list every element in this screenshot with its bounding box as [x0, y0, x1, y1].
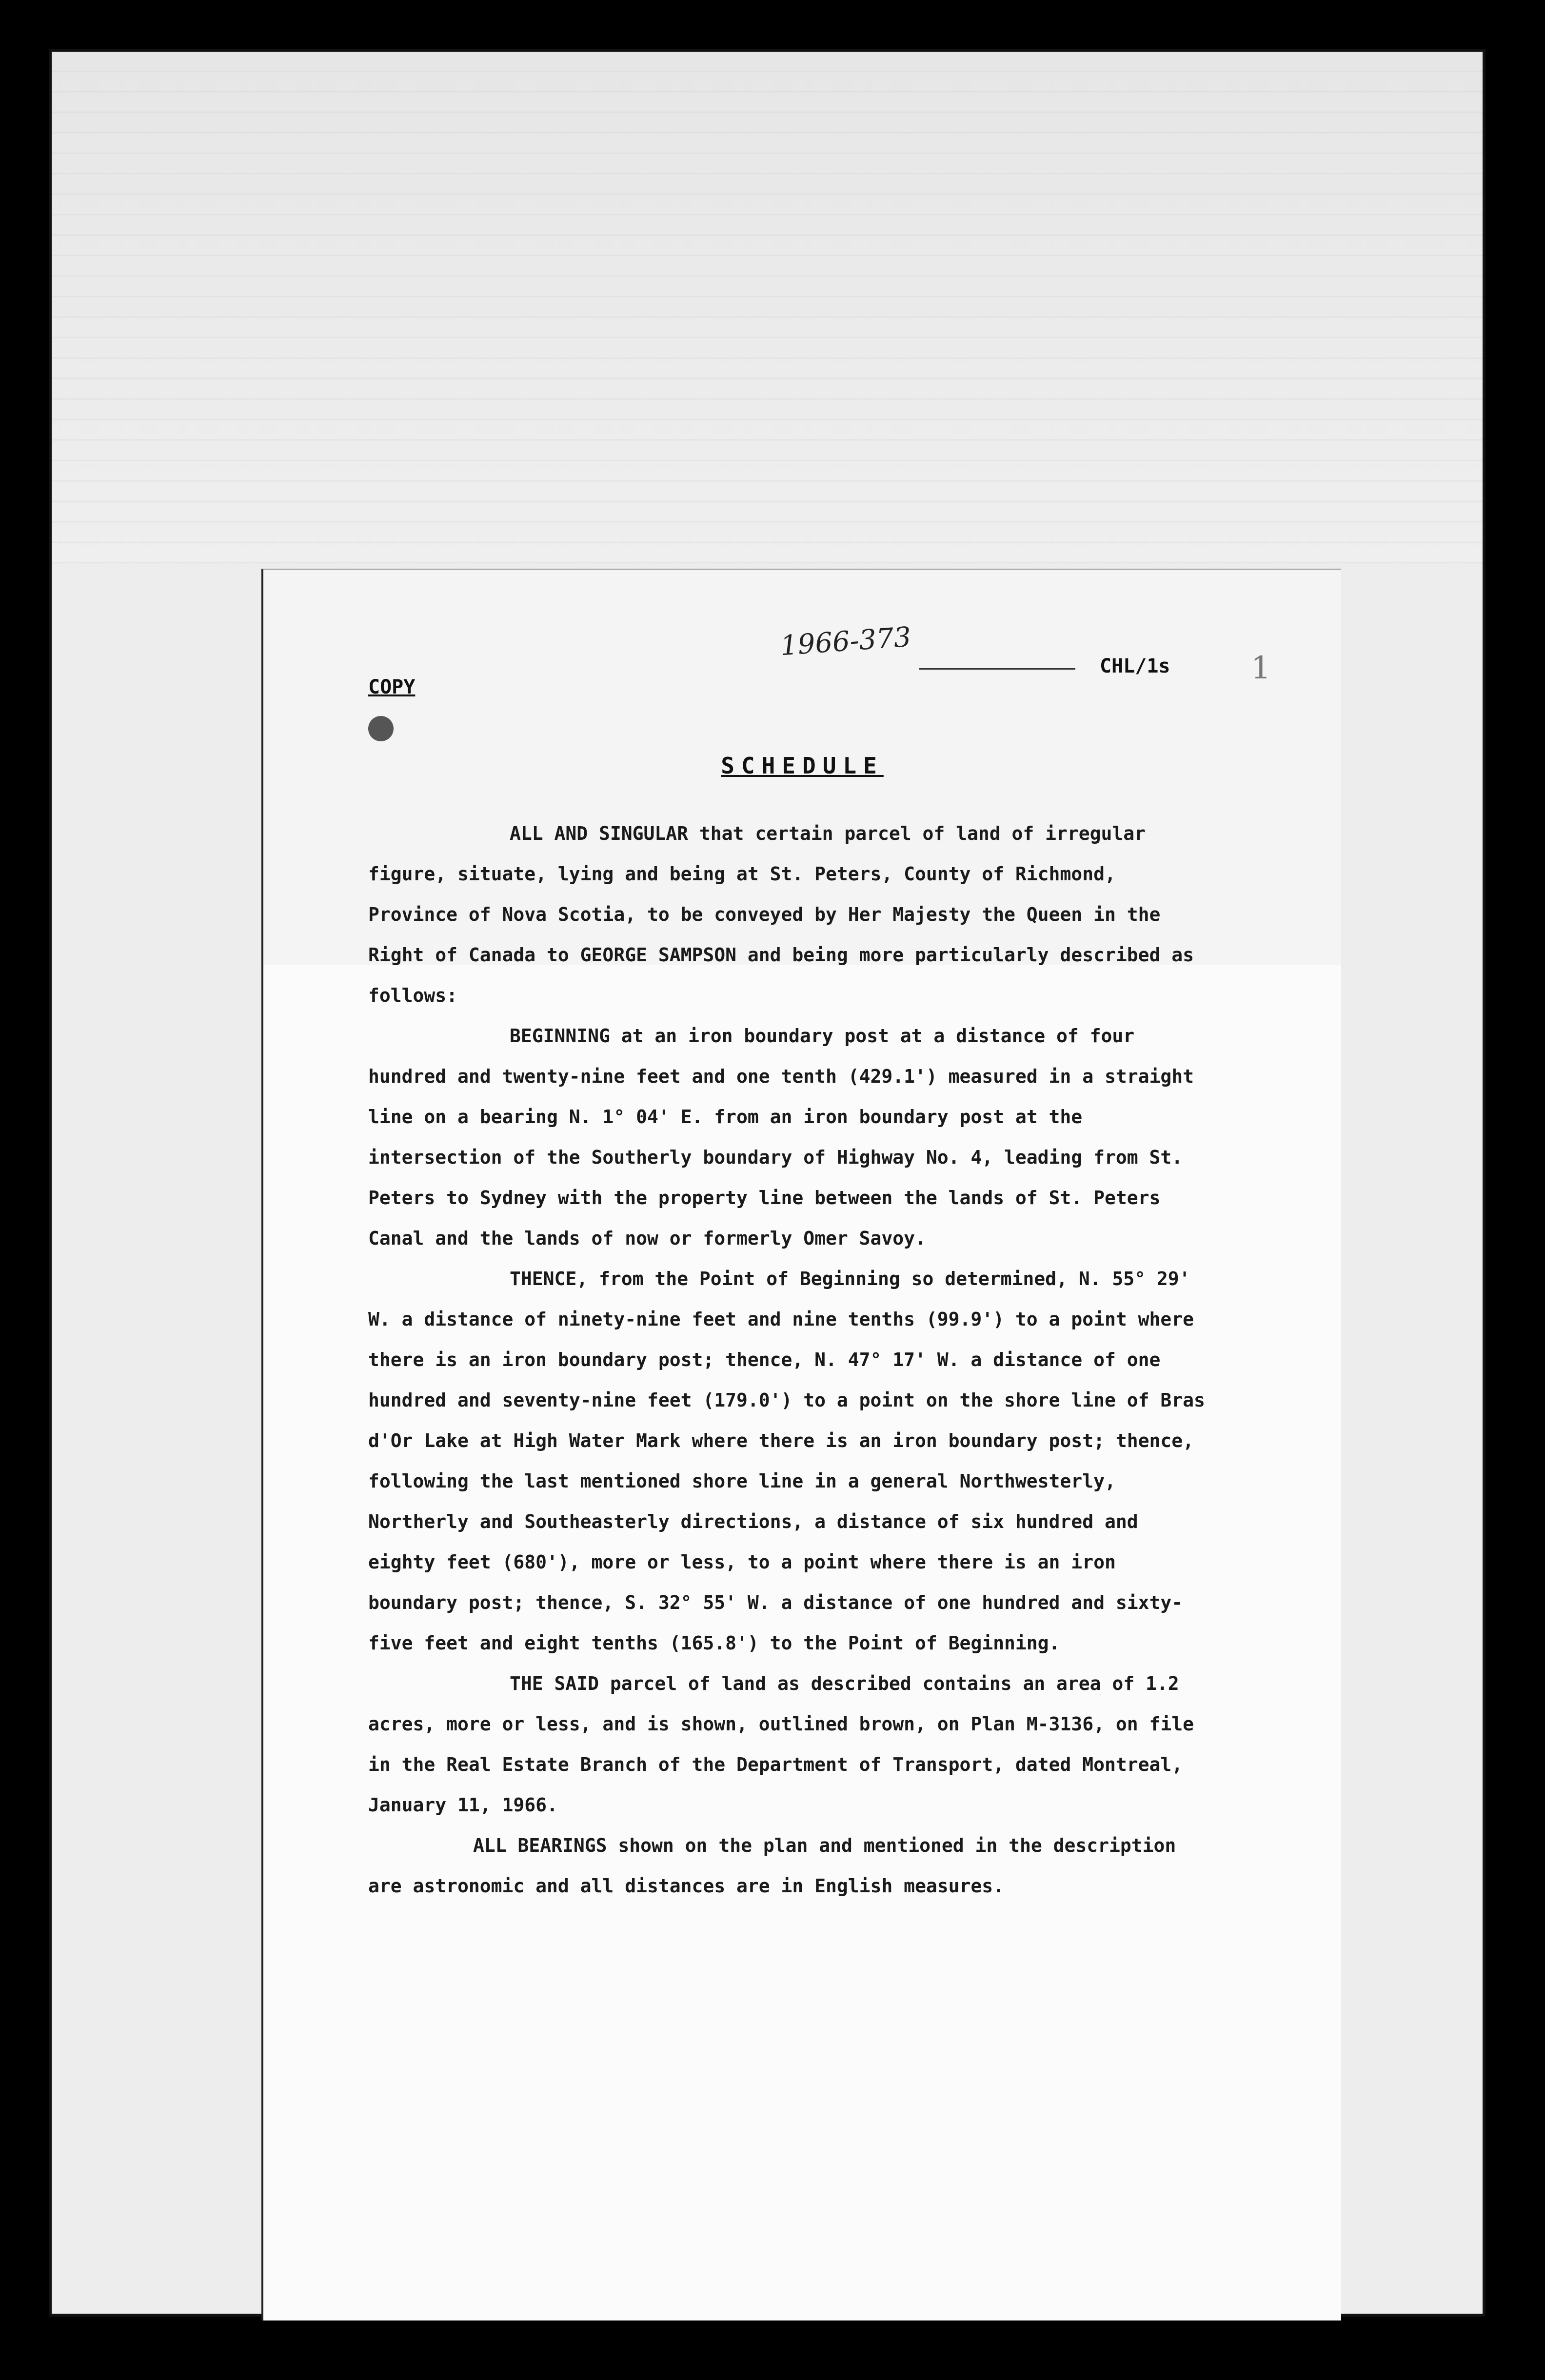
handwritten-file-number: 1966-373 [779, 621, 912, 662]
paragraph-thence: THENCE, from the Point of Beginning so determined, N. 55° 29' W. a distance of ninety-nine feet and nine tenths (99.9') to a point where there is an iron boundary post; thence, N. 47° 17' W. a distance of one hundred and seventy-nine feet (179.0') to a point on the shore line of Bras d'Or Lake at High Water Mark where there is an iron boundary post; thence, following the last mentioned shore line in a general Northwesterly, Northerly and Southeasterly directions, a distance of six hundred and eighty feet (680'), more or less, to a point where there is an iron boundary post; thence, S. 32° 55' W. a distance of one hundred and sixty-five feet and eight tenths (165.8') to the Point of Beginning. [368, 1268, 1205, 1654]
paragraph-area: THE SAID parcel of land as described contains an area of 1.2 acres, more or less, and is shown, outlined brown, on Plan M-3136, on file in the Real Estate Branch of the Department of Transport, dated Montreal, January 11, 1966. [368, 1673, 1194, 1816]
page-number: 1 [1251, 650, 1271, 686]
scan-background [52, 52, 1483, 564]
reference-code: CHL/1s [1100, 655, 1170, 677]
paragraph-intro: ALL AND SINGULAR that certain parcel of land of irregular figure, situate, lying and being at St. Peters, County of Richmond, Province of Nova Scotia, to be conveyed by Her Majesty the Queen in the Right of Canada to GEORGE SAMPSON and being more particularly described as follows: [368, 823, 1194, 1006]
header-rule [919, 668, 1075, 670]
copy-label: COPY [368, 676, 416, 698]
document-body [368, 813, 1212, 1906]
hole-punch-mark [368, 716, 394, 741]
paragraph-bearings: ALL BEARINGS shown on the plan and mentioned in the description are astronomic and all distances are in English measures. [368, 1835, 1176, 1897]
scan-frame [49, 49, 1486, 2317]
document-title: SCHEDULE [721, 753, 884, 779]
paragraph-beginning: BEGINNING at an iron boundary post at a distance of four hundred and twenty-nine feet and one tenth (429.1') measured in a straight line on a bearing N. 1° 04' E. from an iron boundary post at the intersection of the Southerly boundary of Highway No. 4, leading from St. Peters to Sydney with the property line between the lands of St. Peters Canal and the lands of now or formerly Omer Savoy. [368, 1025, 1194, 1249]
document-page [261, 569, 1341, 2320]
